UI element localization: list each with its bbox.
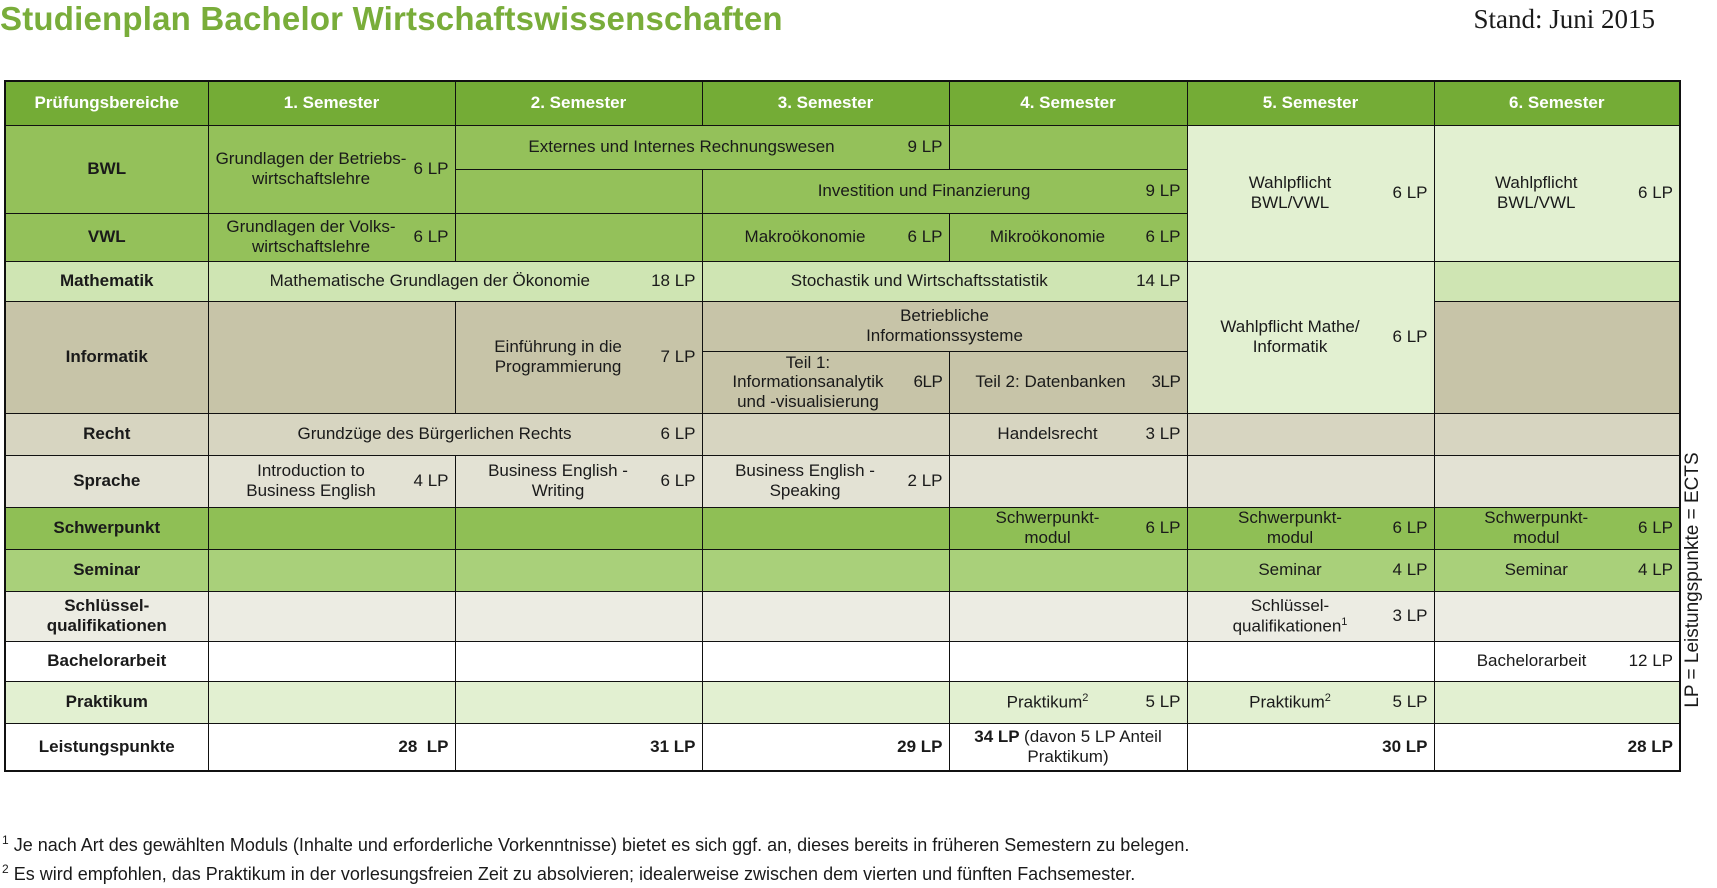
- module-label: Stochastik und Wirtschaftsstatistik: [790, 271, 1048, 291]
- footnote-text: Je nach Art des gewählten Moduls (Inhalte und erforderliche Vorkenntnisse) bietet es sich ggf. an, dieses bereits in früheren Semestern zu belegen.: [8, 835, 1190, 855]
- empty-cell: [702, 413, 949, 455]
- footnote-mark: 1: [1341, 615, 1348, 628]
- area-bwl: BWL: [5, 125, 208, 213]
- footnote-2: [2, 862, 1135, 885]
- module-seminar-6: [1434, 549, 1680, 591]
- area-leistungspunkte: Leistungspunkte: [5, 723, 208, 771]
- empty-cell: [949, 641, 1187, 681]
- module-buergerliches-recht: [208, 413, 702, 455]
- module-label: Grundlagen der Betriebs- wirtschaftslehre: [215, 149, 407, 188]
- module-schwerpunkt-4: [949, 507, 1187, 549]
- module-praktikum-4: [949, 681, 1187, 723]
- module-label-text: Praktikum: [1006, 692, 1083, 712]
- module-schwerpunkt-5: [1187, 507, 1434, 549]
- area-seminar: Seminar: [5, 549, 208, 591]
- empty-cell: [1434, 591, 1680, 641]
- module-wahlpflicht-bwl-6: [1434, 125, 1680, 261]
- empty-cell: [949, 125, 1187, 169]
- module-label: Investition und Finanzierung: [817, 181, 1031, 201]
- module-bis: [702, 301, 1187, 351]
- module-lp: 6 LP: [413, 159, 449, 179]
- empty-cell: [208, 507, 455, 549]
- module-bachelorarbeit-6: [1434, 641, 1680, 681]
- area-schluessel: Schlüssel- qualifikationen: [5, 591, 208, 641]
- area-bachelorarbeit: Bachelorarbeit: [5, 641, 208, 681]
- empty-cell: [455, 169, 702, 213]
- module-label: Schwerpunkt- modul: [1238, 508, 1342, 547]
- module-label: Seminar: [1258, 560, 1322, 580]
- module-teil1: [702, 351, 949, 413]
- row-praktikum: [5, 681, 1680, 723]
- module-lp: 3 LP: [1392, 606, 1428, 626]
- total-semester-3: 29 LP: [702, 723, 949, 771]
- total-semester-6: 28 LP: [1434, 723, 1680, 771]
- row-schluessel: [5, 591, 1680, 641]
- module-label: Teil 1: Informationsanalytik und -visualisierung: [732, 352, 884, 411]
- module-lp: 6 LP: [1145, 518, 1181, 538]
- empty-cell: [1187, 455, 1434, 507]
- module-lp: 6 LP: [1638, 518, 1673, 538]
- module-investition: [702, 169, 1187, 213]
- module-teil2: [949, 351, 1187, 413]
- module-label: Business English - Writing: [488, 461, 628, 500]
- footnote-mark: 1: [2, 833, 9, 847]
- module-label-text: Praktikum: [1249, 692, 1325, 712]
- header-semester-4: 4. Semester: [949, 81, 1187, 125]
- area-mathematik: Mathematik: [5, 261, 208, 301]
- module-lp: 4 LP: [413, 471, 449, 491]
- module-handelsrecht: [949, 413, 1187, 455]
- empty-cell: [1434, 455, 1680, 507]
- module-label: Introduction to Business English: [246, 461, 376, 500]
- module-lp: 5 LP: [1145, 692, 1181, 712]
- total-semester-4: [949, 723, 1187, 771]
- module-label: Mathematische Grundlagen der Ökonomie: [269, 271, 590, 291]
- module-lp: 18 LP: [651, 271, 696, 291]
- module-stochastik: [702, 261, 1187, 301]
- module-lp: 9 LP: [907, 137, 943, 157]
- lp-legend: LP = Leistungspunkte = ECTS: [1682, 452, 1703, 708]
- row-bwl: [5, 125, 1680, 169]
- module-lp: 4 LP: [1638, 560, 1673, 580]
- module-label: Schwerpunkt- modul: [995, 508, 1100, 547]
- empty-cell: [1434, 301, 1680, 413]
- module-rechnungswesen: [455, 125, 949, 169]
- empty-cell: [702, 681, 949, 723]
- module-label: Bachelorarbeit: [1476, 651, 1587, 671]
- footnote-mark: 2: [1082, 691, 1089, 704]
- module-label-text: Schlüssel- qualifikationen: [1232, 596, 1342, 636]
- empty-cell: [702, 549, 949, 591]
- module-praktikum-5: [1187, 681, 1434, 723]
- module-lp: 6 LP: [660, 424, 696, 444]
- module-lp: 12 LP: [1628, 651, 1673, 671]
- module-lp: 6 LP: [1145, 227, 1181, 247]
- module-label: Mikroökonomie: [989, 227, 1106, 247]
- module-schluessel-5: [1187, 591, 1434, 641]
- module-wahlpflicht-bwl-5: [1187, 125, 1434, 261]
- area-informatik: Informatik: [5, 301, 208, 413]
- module-grundlagen-bwl: [208, 125, 455, 213]
- empty-cell: [1187, 413, 1434, 455]
- empty-cell: [702, 591, 949, 641]
- module-lp: 3 LP: [1145, 424, 1181, 444]
- row-sprache: [5, 455, 1680, 507]
- module-grundlagen-vwl: [208, 213, 455, 261]
- module-label: [1194, 596, 1387, 636]
- area-praktikum: Praktikum: [5, 681, 208, 723]
- footnote-1: [2, 833, 1189, 856]
- header-semester-5: 5. Semester: [1187, 81, 1434, 125]
- study-plan-table: [4, 80, 1681, 772]
- module-label: [1194, 692, 1387, 712]
- empty-cell: [208, 549, 455, 591]
- empty-cell: [1434, 681, 1680, 723]
- row-bachelorarbeit: [5, 641, 1680, 681]
- row-leistungspunkte: [5, 723, 1680, 771]
- module-label: Einführung in die Programmierung: [494, 337, 622, 376]
- empty-cell: [949, 591, 1187, 641]
- module-lp: 6 LP: [413, 227, 449, 247]
- page-title: Studienplan Bachelor Wirtschaftswissenschaften: [0, 0, 783, 37]
- row-mathematik: [5, 261, 1680, 301]
- module-english-speaking: [702, 455, 949, 507]
- module-programmierung: [455, 301, 702, 413]
- header-pruefungsbereiche: Prüfungsbereiche: [5, 81, 208, 125]
- area-recht: Recht: [5, 413, 208, 455]
- module-mikro: [949, 213, 1187, 261]
- header-semester-3: 3. Semester: [702, 81, 949, 125]
- module-lp: 9 LP: [1145, 181, 1181, 201]
- empty-cell: [949, 549, 1187, 591]
- empty-cell: [949, 455, 1187, 507]
- header-row: [5, 81, 1680, 125]
- empty-cell: [208, 641, 455, 681]
- row-recht: [5, 413, 1680, 455]
- total-semester-1: 28 LP: [208, 723, 455, 771]
- footnote-text: Es wird empfohlen, das Praktikum in der vorlesungsfreien Zeit zu absolvieren; idealerweise zwischen dem vierten und fünften Fachsemester.: [8, 864, 1136, 884]
- module-label: Schwerpunkt- modul: [1484, 508, 1589, 547]
- empty-cell: [455, 591, 702, 641]
- footnote-mark: 2: [1324, 691, 1331, 704]
- module-lp: 6 LP: [907, 227, 943, 247]
- area-schwerpunkt: Schwerpunkt: [5, 507, 208, 549]
- total-main: 34 LP: [974, 727, 1020, 747]
- row-schwerpunkt: [5, 507, 1680, 549]
- module-english-writing: [455, 455, 702, 507]
- module-label: Handelsrecht: [997, 424, 1098, 444]
- module-label: [956, 692, 1140, 712]
- empty-cell: [208, 591, 455, 641]
- module-lp: 6LP: [913, 372, 943, 392]
- module-lp: 6 LP: [1392, 518, 1428, 538]
- header-semester-6: 6. Semester: [1434, 81, 1680, 125]
- empty-cell: [455, 507, 702, 549]
- module-label: Makroökonomie: [744, 227, 866, 247]
- total-note: (davon 5 LP Anteil Praktikum): [1024, 727, 1162, 766]
- module-lp: 7 LP: [660, 347, 696, 367]
- empty-cell: [455, 549, 702, 591]
- module-lp: 3LP: [1151, 372, 1181, 392]
- module-lp: 2 LP: [907, 471, 943, 491]
- total-semester-2: 31 LP: [455, 723, 702, 771]
- module-label: Seminar: [1504, 560, 1568, 580]
- empty-cell: [455, 213, 702, 261]
- module-label: Betriebliche Informationssysteme: [866, 306, 1023, 345]
- area-vwl: VWL: [5, 213, 208, 261]
- header-semester-2: 2. Semester: [455, 81, 702, 125]
- module-lp: 4 LP: [1392, 560, 1428, 580]
- module-label: Teil 2: Datenbanken: [975, 372, 1126, 392]
- empty-cell: [455, 641, 702, 681]
- module-label: Grundzüge des Bürgerlichen Rechts: [297, 424, 572, 444]
- empty-cell: [702, 641, 949, 681]
- module-label: Grundlagen der Volks- wirtschaftslehre: [226, 217, 396, 256]
- module-intro-english: [208, 455, 455, 507]
- module-lp: 6 LP: [1392, 327, 1428, 347]
- empty-cell: [455, 681, 702, 723]
- module-label: Externes und Internes Rechnungswesen: [528, 137, 835, 157]
- module-label: Wahlpflicht BWL/VWL: [1495, 173, 1578, 212]
- empty-cell: [208, 681, 455, 723]
- row-seminar: [5, 549, 1680, 591]
- module-lp: 6 LP: [660, 471, 696, 491]
- header-semester-1: 1. Semester: [208, 81, 455, 125]
- module-seminar-5: [1187, 549, 1434, 591]
- total-semester-5: 30 LP: [1187, 723, 1434, 771]
- module-wahlpflicht-mathe: [1187, 261, 1434, 413]
- area-sprache: Sprache: [5, 455, 208, 507]
- footnote-mark: 2: [2, 862, 9, 876]
- stand-date: Stand: Juni 2015: [1473, 4, 1655, 34]
- module-label: Wahlpflicht BWL/VWL: [1248, 173, 1332, 212]
- module-mathe-grundlagen: [208, 261, 702, 301]
- module-makro: [702, 213, 949, 261]
- module-label: Business English - Speaking: [735, 461, 875, 500]
- module-lp: 5 LP: [1392, 692, 1428, 712]
- module-lp: 6 LP: [1638, 183, 1673, 203]
- module-lp: 14 LP: [1136, 271, 1181, 291]
- empty-cell: [1187, 641, 1434, 681]
- empty-cell: [1434, 261, 1680, 301]
- empty-cell: [1434, 413, 1680, 455]
- module-label: Wahlpflicht Mathe/ Informatik: [1220, 317, 1360, 356]
- empty-cell: [208, 301, 455, 413]
- module-schwerpunkt-6: [1434, 507, 1680, 549]
- empty-cell: [702, 507, 949, 549]
- module-lp: 6 LP: [1392, 183, 1428, 203]
